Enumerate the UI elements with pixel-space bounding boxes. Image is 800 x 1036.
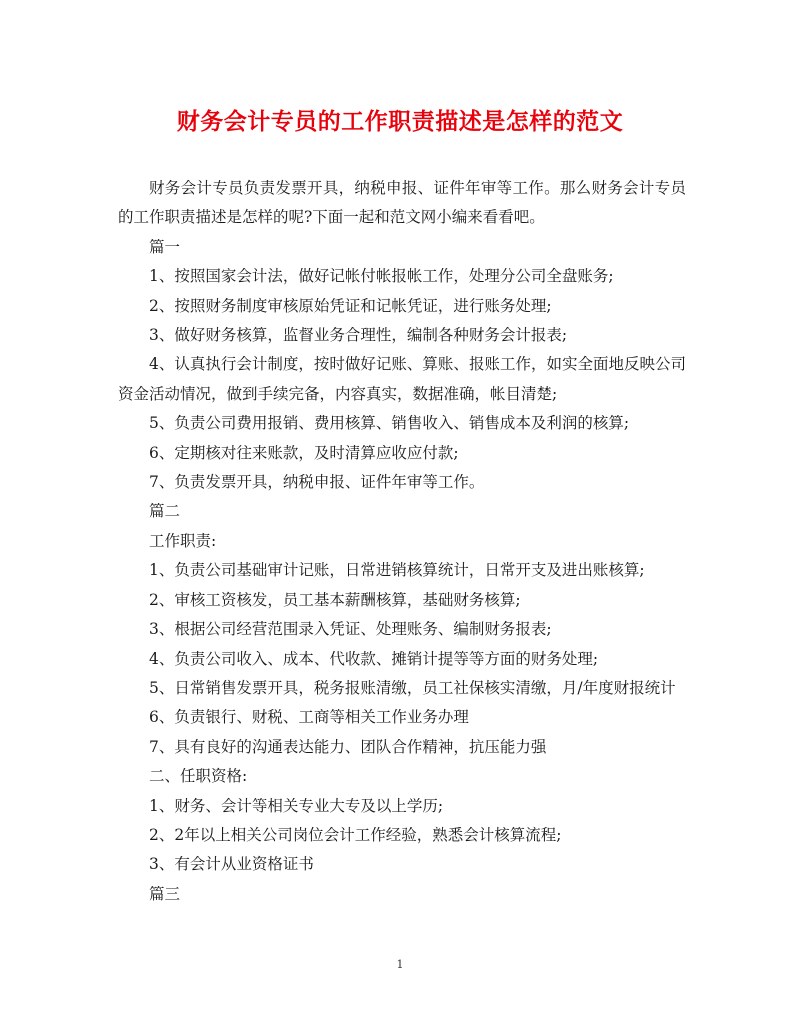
section-heading-2: 篇二 (149, 502, 181, 521)
list-item: 4、负责公司收入、成本、代收款、摊销计提等等方面的财务处理; (149, 649, 599, 668)
list-item: 5、负责公司费用报销、费用核算、销售收入、销售成本及利润的核算; (149, 414, 630, 433)
list-item: 6、定期核对往来账款，及时清算应收应付款; (149, 443, 459, 462)
page-number: 1 (396, 958, 404, 971)
document-title: 财务会计专员的工作职责描述是怎样的范文 (176, 108, 624, 135)
list-item: 1、按照国家会计法，做好记帐付帐报帐工作，处理分公司全盘账务; (149, 267, 614, 286)
subheading-duties: 工作职责: (149, 531, 217, 550)
list-item: 4、认真执行会计制度，按时做好记账、算账、报账工作，如实全面地反映公司资金活动情况，做到手续完备，内容真实，数据准确，帐目清楚; (118, 355, 686, 403)
paragraph-intro: 财务会计专员负责发票开具，纳税申报、证件年审等工作。那么财务会计专员的工作职责描述是怎样的呢?下面一起和范文网小编来看看吧。 (118, 179, 686, 227)
section-heading-1: 篇一 (149, 237, 181, 256)
list-item: 1、财务、会计等相关专业大专及以上学历; (149, 796, 444, 815)
section-heading-3: 篇三 (149, 884, 181, 903)
list-item: 7、负责发票开具，纳税申报、证件年审等工作。 (149, 473, 485, 492)
list-item: 3、根据公司经营范围录入凭证、处理账务、编制财务报表; (149, 620, 552, 639)
list-item: 3、有会计从业资格证书 (149, 855, 314, 874)
list-item: 7、具有良好的沟通表达能力、团队合作精神，抗压能力强 (149, 737, 547, 756)
list-item: 2、2年以上相关公司岗位会计工作经验，熟悉会计核算流程; (149, 825, 562, 844)
list-item: 5、日常销售发票开具，税务报账清缴，员工社保核实清缴，月/年度财报统计 (149, 678, 676, 697)
list-item: 3、做好财务核算，监督业务合理性，编制各种财务会计报表; (149, 326, 568, 345)
document-body (118, 174, 686, 909)
list-item: 2、按照财务制度审核原始凭证和记帐凭证，进行账务处理; (149, 296, 552, 315)
list-item: 2、审核工资核发，员工基本薪酬核算，基础财务核算; (149, 590, 521, 609)
list-item: 1、负责公司基础审计记账，日常进销核算统计，日常开支及进出账核算; (149, 561, 645, 580)
list-item: 6、负责银行、财税、工商等相关工作业务办理 (149, 708, 469, 727)
subheading-qualifications: 二、任职资格: (149, 767, 248, 786)
